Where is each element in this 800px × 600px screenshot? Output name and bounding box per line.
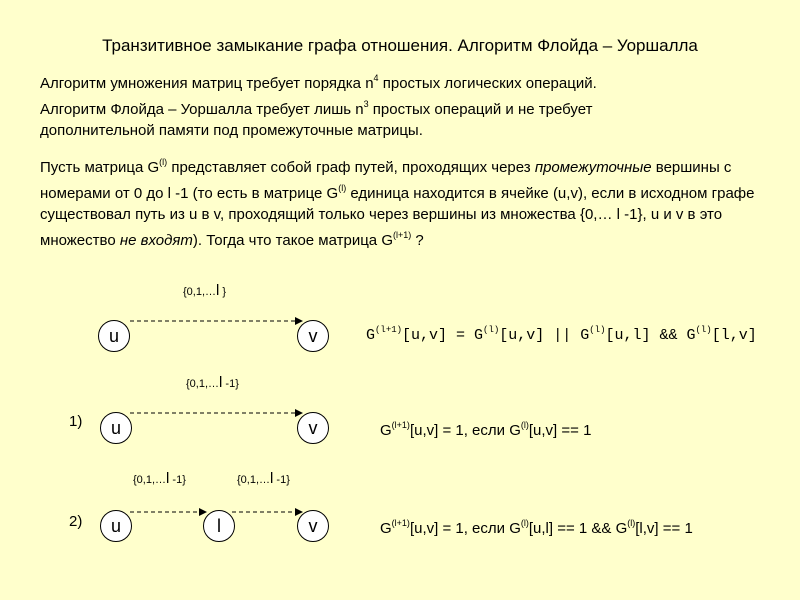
slide-title: Транзитивное замыкание графа отношения. Алгоритм Флойда – Уоршалла: [102, 36, 698, 55]
set-label-1: {0,1,…l -1}: [186, 374, 239, 391]
p1-line2: Алгоритм Флойда – Уоршалла требует лишь $n^3$ простых операций и не требует: [40, 99, 593, 118]
case-number-1: 1): [69, 413, 83, 430]
set-label-2b: {0,1,…l -1}: [237, 470, 290, 487]
set-label-0: {0,1,…l }: [183, 282, 227, 299]
p1-line3: дополнительной памяти под промежуточные матрицы.: [40, 122, 423, 139]
case2-formula: $G^{(l+1)}[u,v] = 1$, если $G^{(l)}[u,l] == 1$ && $G^{(l)}[l,v] == 1$: [380, 518, 693, 537]
node-v: v: [297, 320, 329, 352]
p1-line1: Алгоритм умножения матриц требует порядка $n^4$ простых логических операций.: [40, 73, 597, 92]
node-l: l: [203, 510, 235, 542]
node-v: v: [297, 510, 329, 542]
node-u: u: [100, 510, 132, 542]
node-u: u: [98, 320, 130, 352]
set-label-2a: {0,1,…l -1}: [133, 470, 186, 487]
node-v: v: [297, 412, 329, 444]
case1-formula: $G^{(l+1)}[u,v] = 1$, если $G^{(l)}[u,v] == 1$: [380, 420, 592, 439]
definition-paragraph: Пусть матрица $G^{(l)}$ представляет собой граф путей, проходящих через промежуточные вершины с номерами от 0 до l -1 (то есть в матрице $G^{(l)}$ единица находится в ячейке (u,v), если в исходном графе существовал путь из u в v, проходящий только через вершины из множества {0,… l -1}, u и v в это множество не входят). Тогда что такое матрица $G^{(l+1)}$ ?: [40, 157, 755, 249]
node-u: u: [100, 412, 132, 444]
case-number-2: 2): [69, 513, 83, 530]
recurrence-formula: $G^{(l+1)}[u,v] = G^{(l)}[u,v]$ || $G^{(l)}[u,l]$ && $G^{(l)}[l,v]$: [366, 325, 757, 344]
